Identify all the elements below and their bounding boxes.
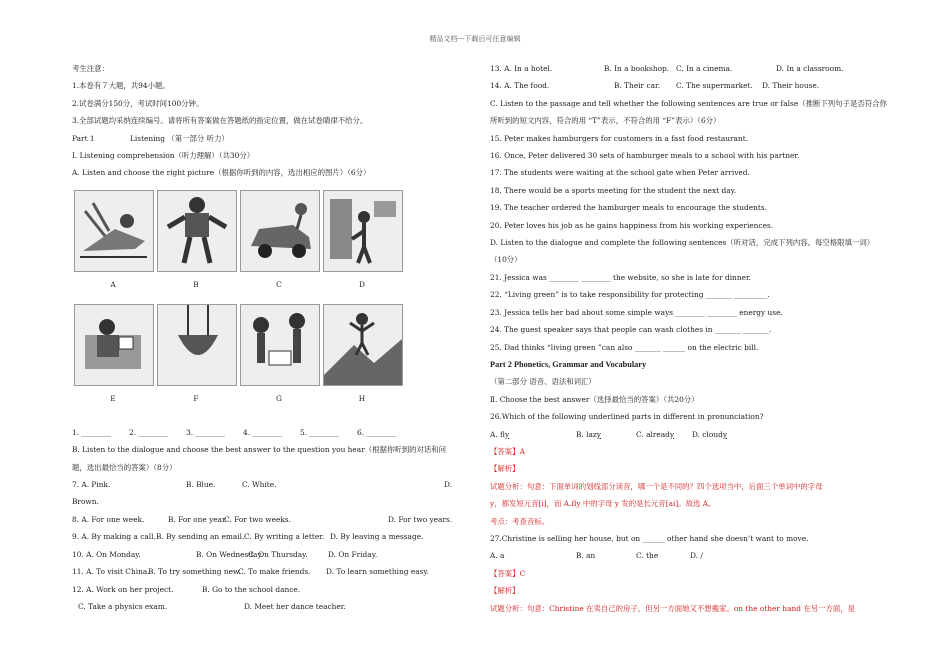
option: 8. A. For one week. xyxy=(72,514,145,524)
option: C. By writing a letter. xyxy=(244,532,325,542)
option: D. For two years. xyxy=(388,514,453,524)
picture-c xyxy=(240,190,320,272)
answer-26: 【答案】A xyxy=(490,446,525,456)
picture-g xyxy=(240,304,320,386)
answer-blank[interactable]: 6. ________ xyxy=(357,427,396,437)
picture-label: E xyxy=(110,393,116,403)
analysis-26-line: 试题分析：句意：下面单词的划线部分读音，哪一个是不同的？四个选项当中，后面三个单词中的字母 xyxy=(490,481,823,491)
analysis-26-title: 【解析】 xyxy=(490,464,520,474)
option: B. On Wednesday. xyxy=(196,549,264,559)
picture-f xyxy=(157,304,237,386)
section-a-instructions: A. Listen and choose the right picture（根据你听到的内容，选出相应的图片）（6分） xyxy=(72,168,371,178)
option: B. Go to the school dance. xyxy=(202,584,301,594)
answer-blank[interactable]: 5. ________ xyxy=(300,427,339,437)
option: C. For two weeks. xyxy=(224,514,291,524)
question-12 xyxy=(72,581,458,598)
question-14 xyxy=(490,77,890,94)
answer-blanks-row xyxy=(72,424,458,441)
picture-label: C xyxy=(276,279,282,289)
analysis-27-line: 试题分析：句意：Christine 在卖自己的房子，但另一方面她又不想搬家。on the other hand 在另一方面，是 xyxy=(490,603,856,613)
option: 13. A. In a hotel. xyxy=(490,64,553,73)
section-c-instructions: C. Listen to the passage and tell whether the following sentences are true or false（推断下列句子是否符合你所听到的短文内容，符合的用 “T”表示，不符合的用 “F”表示）（6分） xyxy=(490,98,887,126)
fill-sentence: 22. “Living green” is to take responsibility for protecting _______ _________. xyxy=(490,290,770,300)
right-column xyxy=(490,60,890,617)
answer-blank[interactable]: 4. ________ xyxy=(243,427,282,437)
option: B. Their car. xyxy=(614,81,661,91)
option: B. In a bookshop. xyxy=(604,64,670,73)
notice-item: 1.本卷有７大题，共94小题。 xyxy=(72,81,170,91)
question-26-options xyxy=(490,426,890,443)
picture-h xyxy=(323,304,403,386)
car-sketch-icon xyxy=(241,191,319,271)
picture-label: F xyxy=(193,393,199,403)
answer-blank[interactable]: 2. ________ xyxy=(129,427,168,437)
picture-d xyxy=(323,190,403,272)
statement: 19. The teacher ordered the hamburger meals to encourage the students. xyxy=(490,203,768,213)
analysis-27-title: 【解析】 xyxy=(490,586,520,596)
lying-person-sketch-icon xyxy=(75,191,153,271)
option: B. To try something new. xyxy=(148,567,241,577)
option: B. For one year. xyxy=(168,514,228,524)
option: D. By leaving a message. xyxy=(330,532,424,542)
statement: 16. Once, Peter delivered 30 sets of hamburger meals to a school with his partner. xyxy=(490,151,800,161)
picture-label: A xyxy=(110,279,116,289)
answer-blank[interactable]: 1. ________ xyxy=(72,427,111,437)
question-7-continued: Brown. xyxy=(72,497,99,507)
option: 11. A. To visit China. xyxy=(72,567,150,577)
reading-armchair-sketch-icon xyxy=(75,305,153,385)
option: C. already xyxy=(636,429,675,439)
option: D. Meet her dance teacher. xyxy=(244,601,346,611)
page-header: 精品文档---下载后可任意编辑 xyxy=(429,35,521,43)
notice-title: 考生注意： xyxy=(72,64,109,73)
question-12-continued xyxy=(72,598,458,615)
picture-a xyxy=(74,190,154,272)
statement: 18. There would be a sports meeting for the student the next day. xyxy=(490,185,737,195)
notice-item: 3.全部试题均采纳连续编号。请将所有答案做在答题纸的指定位置，做在试卷睛律不给分。 xyxy=(72,116,368,126)
statement: 20. Peter loves his job as he gains happiness from his working experiences. xyxy=(490,220,774,230)
question-8 xyxy=(72,511,458,528)
fill-sentence: 25. Dad thinks “living green ”can also _______ ______ on the electric bill. xyxy=(490,342,759,352)
swing-chair-sketch-icon xyxy=(158,305,236,385)
answer-blank[interactable]: 3. ________ xyxy=(186,427,225,437)
question-27-options xyxy=(490,547,890,564)
option: 12. A. Work on her project. xyxy=(72,584,174,594)
option: C. White. xyxy=(242,480,277,490)
question-7 xyxy=(72,476,458,493)
question-11 xyxy=(72,563,458,580)
robot-person-sketch-icon xyxy=(158,191,236,271)
statement: 15. Peter makes hamburgers for customers in a fast food restaurant. xyxy=(490,133,749,143)
option: 9. A. By making a call. xyxy=(72,532,156,542)
two-people-book-sketch-icon xyxy=(241,305,319,385)
kitchen-sketch-icon xyxy=(324,191,402,271)
fill-sentence: 21. Jessica was ________ ________ the website, so she is late for dinner. xyxy=(490,272,752,282)
picture-b xyxy=(157,190,237,272)
option: C. In a cinema. xyxy=(676,64,733,73)
left-column xyxy=(72,60,458,615)
option: D. cloudy xyxy=(692,429,727,439)
option: 7. A. Pink. xyxy=(72,480,111,490)
option: D. To learn something easy. xyxy=(326,567,429,577)
question-26: 26.Which of the following underlined parts in different in pronunciation? xyxy=(490,412,764,422)
part1-label: Part 1 xyxy=(72,133,95,143)
part2-subheading: （第二部分 语音、语法和词汇） xyxy=(490,377,596,387)
section-d-points: （10分） xyxy=(490,255,522,265)
option: A. a xyxy=(490,551,505,561)
analysis-26-line: 考点：考查音标。 xyxy=(490,516,550,526)
section-1-heading: I. Listening comprehension（听力理解）（共30分） xyxy=(72,151,255,161)
option: B. lazy xyxy=(576,429,601,439)
picture-label: G xyxy=(276,393,282,403)
picture-label: H xyxy=(358,393,366,403)
option: 10. A. On Monday. xyxy=(72,549,141,559)
section-d-instructions: D. Listen to the dialogue and complete the following sentences（听对话，完成下列内容。每空格限填一词） xyxy=(490,238,875,248)
picture-e xyxy=(74,304,154,386)
option: D. / xyxy=(690,551,703,561)
fill-sentence: 24. The guest speaker says that people can wash clothes in _______ _______. xyxy=(490,325,772,335)
option: C. The supermarket. xyxy=(676,81,753,91)
option: C. the xyxy=(636,551,659,561)
option: D. In a classroom. xyxy=(776,64,844,73)
boy-mountain-sketch-icon xyxy=(324,305,402,385)
part1-heading xyxy=(72,130,458,147)
question-10 xyxy=(72,546,458,563)
fill-sentence: 23. Jessica tells her bad about some simple ways ________ ________ energy use. xyxy=(490,307,783,317)
option: D. xyxy=(444,480,453,490)
option: C. On Thursday. xyxy=(248,549,308,559)
option: 14. A. The food. xyxy=(490,81,550,91)
answer-27: 【答案】C xyxy=(490,568,526,578)
option: D. Their house. xyxy=(762,81,820,91)
question-13 xyxy=(490,60,890,77)
option: B. Blue. xyxy=(186,480,216,490)
section-b-instructions: B. Listen to the dialogue and choose the best answer to the question you hear（根据你听到的对话和问题，选出最恰当的答案）（8分） xyxy=(72,445,447,472)
analysis-26-line: y，都发短元音[i]，而 A.fly 中的字母 y 发的是长元音[ai]。故选 A。 xyxy=(490,499,716,509)
statement: 17. The students were waiting at the school gate when Peter arrived. xyxy=(490,168,750,178)
option: C. Take a physics exam. xyxy=(78,601,168,611)
picture-grid xyxy=(72,184,458,424)
question-27: 27.Christine is selling her house, but on ______ other hand she doesn’t want to move. xyxy=(490,533,809,543)
option: C. To make friends. xyxy=(238,567,311,577)
option: D. On Friday. xyxy=(328,549,378,559)
question-9 xyxy=(72,528,458,545)
part1-title: Listening （第一部分 听力） xyxy=(130,133,229,143)
picture-label: B xyxy=(193,279,199,289)
option: B. By sending an email. xyxy=(156,532,245,542)
option: A. fly xyxy=(490,429,510,439)
picture-label: D xyxy=(359,279,365,289)
section-2-heading: Ⅱ. Choose the best answer（选择最恰当的答案）（共20分） xyxy=(490,394,699,404)
part2-heading: Part 2 Phonetics, Grammar and Vocabulary xyxy=(490,359,647,369)
option: B. an xyxy=(576,551,596,561)
notice-item: 2.试卷满分150分，考试时间100分钟。 xyxy=(72,98,204,108)
